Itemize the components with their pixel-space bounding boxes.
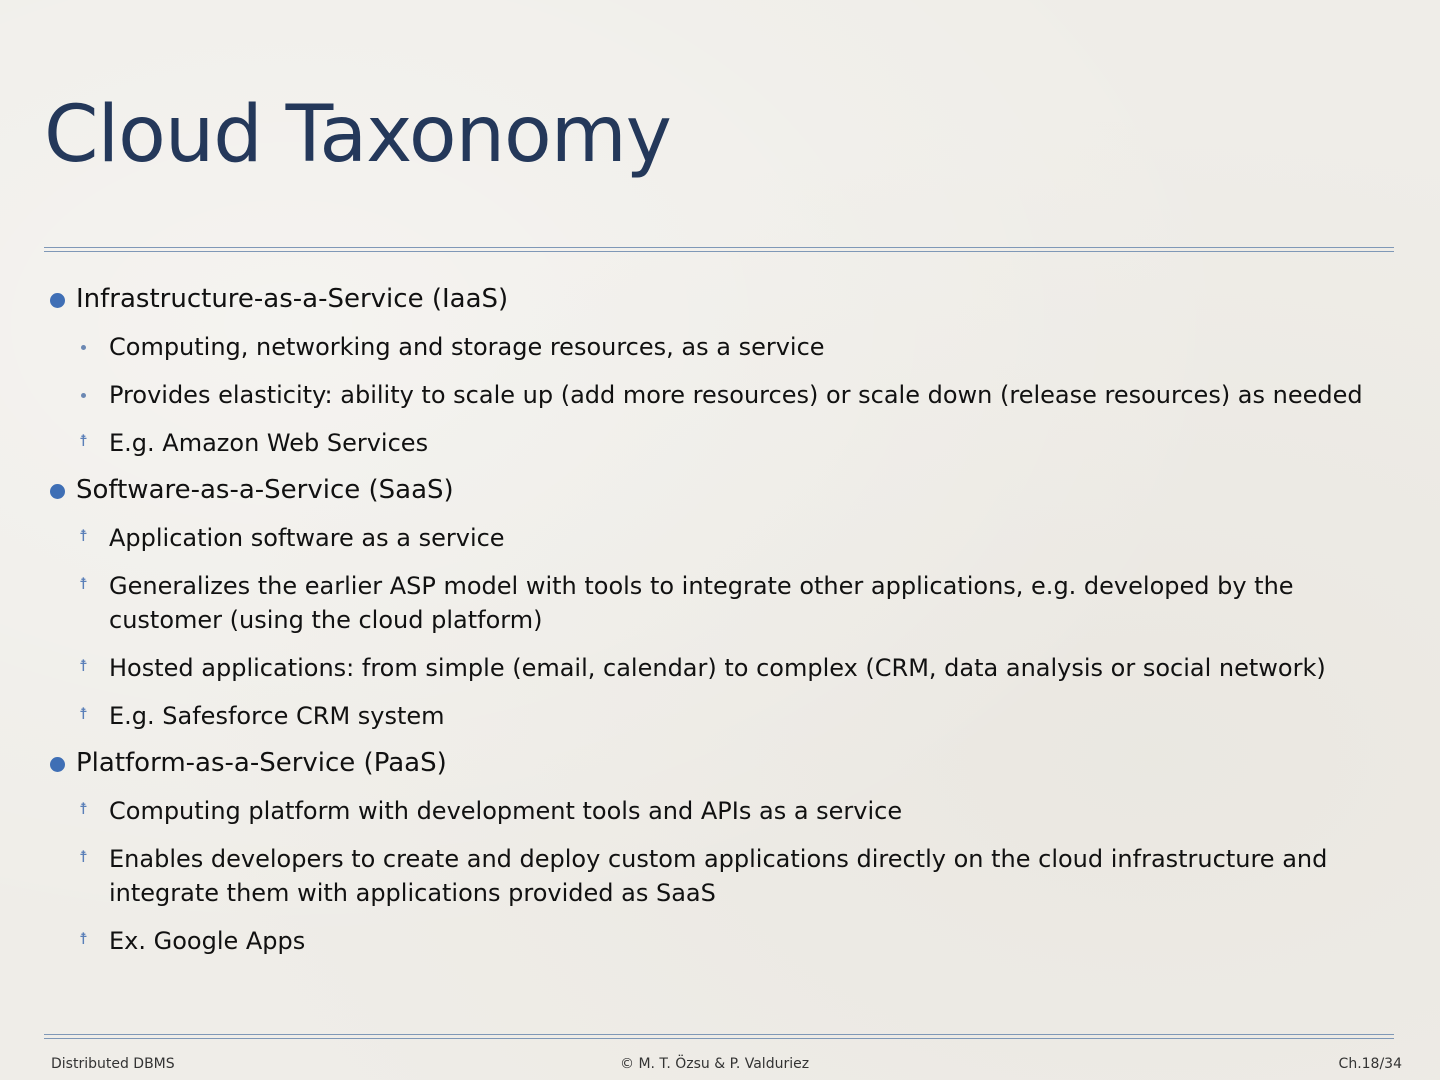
cross-bullet-icon: ☨ bbox=[79, 929, 88, 948]
sub-bullet-label: Hosted applications: from simple (email, calendar) to complex (CRM, data analysis or social network) bbox=[109, 654, 1326, 682]
sub-bullet bbox=[48, 521, 1408, 555]
sub-bullet bbox=[48, 794, 1408, 828]
page-number: Ch.18/34 bbox=[1338, 1056, 1402, 1072]
sub-bullet-label: Ex. Google Apps bbox=[109, 927, 306, 955]
sub-bullet-label: E.g. Safesforce CRM system bbox=[109, 702, 445, 730]
bullet-label: Platform-as-a-Service (PaaS) bbox=[76, 748, 447, 778]
bullet-saas bbox=[48, 473, 1408, 507]
sub-bullet-label: Provides elasticity: ability to scale up (add more resources) or scale down (release resources) as needed bbox=[109, 381, 1363, 409]
cross-bullet-icon: ☨ bbox=[79, 431, 88, 450]
sub-bullet bbox=[48, 651, 1408, 685]
footer-copyright: © M. T. Özsu & P. Valduriez bbox=[620, 1056, 810, 1072]
bullet-dot-icon bbox=[50, 757, 65, 772]
cross-bullet-icon: ☨ bbox=[79, 656, 88, 675]
cross-bullet-icon: ☨ bbox=[79, 847, 88, 866]
sub-bullet-label: Computing platform with development tools and APIs as a service bbox=[109, 797, 903, 825]
cross-bullet-icon: ☨ bbox=[79, 799, 88, 818]
sub-bullet-label: E.g. Amazon Web Services bbox=[109, 429, 429, 457]
cross-bullet-icon: ☨ bbox=[79, 704, 88, 723]
bullet-paas bbox=[48, 746, 1408, 780]
sub-bullet-label: Enables developers to create and deploy custom applications directly on the cloud infrastructure and integrate them with applications provided as SaaS bbox=[109, 845, 1328, 907]
footer-divider bbox=[44, 1034, 1394, 1039]
cross-bullet-icon: ☨ bbox=[79, 526, 88, 545]
bullet-dot-icon bbox=[81, 393, 86, 398]
slide-title: Cloud Taxonomy bbox=[44, 90, 671, 180]
sub-bullet bbox=[48, 378, 1408, 412]
slide-content bbox=[48, 282, 1408, 958]
sub-bullet-label: Generalizes the earlier ASP model with tools to integrate other applications, e.g. developed by the customer (using the cloud platform) bbox=[109, 572, 1294, 634]
sub-bullet bbox=[48, 924, 1408, 958]
sub-bullet-label: Application software as a service bbox=[109, 524, 505, 552]
sub-bullet bbox=[48, 842, 1408, 910]
sub-bullet bbox=[48, 330, 1408, 364]
bullet-dot-icon bbox=[81, 345, 86, 350]
bullet-label: Infrastructure-as-a-Service (IaaS) bbox=[76, 284, 509, 314]
bullet-label: Software-as-a-Service (SaaS) bbox=[76, 475, 454, 505]
sub-bullet bbox=[48, 569, 1408, 637]
bullet-iaas bbox=[48, 282, 1408, 316]
sub-bullet bbox=[48, 426, 1408, 460]
cross-bullet-icon: ☨ bbox=[79, 574, 88, 593]
sub-bullet bbox=[48, 699, 1408, 733]
footer-course: Distributed DBMS bbox=[51, 1056, 175, 1072]
title-divider bbox=[44, 247, 1394, 252]
bullet-dot-icon bbox=[50, 484, 65, 499]
sub-bullet-label: Computing, networking and storage resources, as a service bbox=[109, 333, 825, 361]
bullet-dot-icon bbox=[50, 293, 65, 308]
